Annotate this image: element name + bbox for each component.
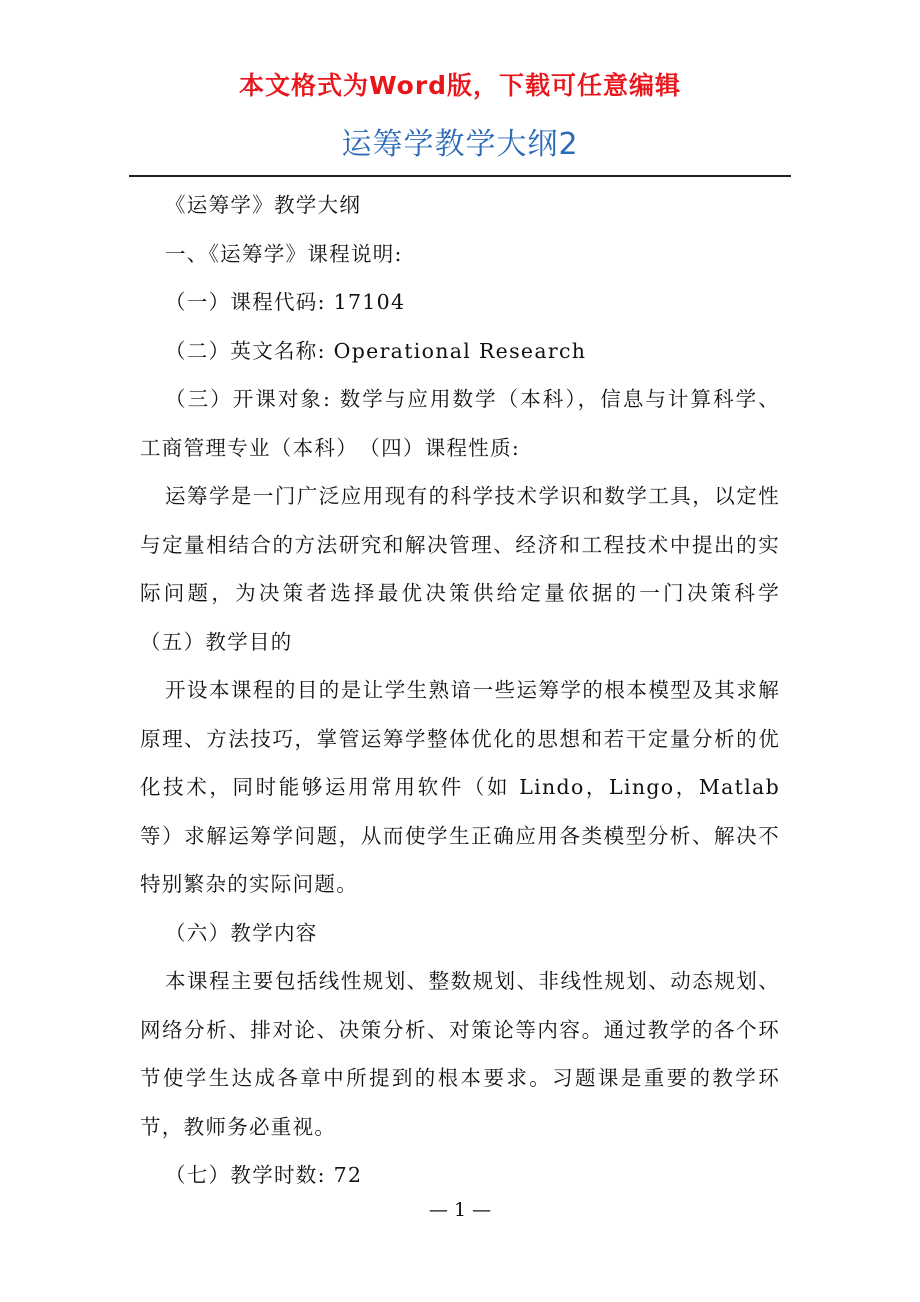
teaching-content-heading: （六）教学内容 <box>165 920 318 945</box>
document-title: 运筹学教学大纲2 <box>341 127 579 162</box>
format-notice-banner: 本文格式为Word版，下载可任意编辑 <box>238 71 682 100</box>
course-description-heading: 一、《运筹学》课程说明: <box>165 241 403 266</box>
page-number: — 1 — <box>428 1199 492 1221</box>
english-name: （二）英文名称: Operational Research <box>165 338 587 363</box>
course-purpose-paragraph: 开设本课程的目的是让学生熟谙一些运筹学的根本模型及其求解原理、方法技巧，掌管运筹学整体优化的思想和若干定量分析的优化技术，同时能够运用常用软件（如 Lindo，Lingo，Matlab 等）求解运筹学问题，从而使学生正确应用各类模型分析、解决不特别繁杂的实际问题。 <box>140 678 780 896</box>
teaching-hours: （七）教学时数: 72 <box>165 1163 363 1187</box>
course-nature-paragraph: 运筹学是一门广泛应用现有的科学技术学识和数学工具，以定性与定量相结合的方法研究和解决管理、经济和工程技术中提出的实际问题，为决策者选择最优决策供给定量依据的一门决策科学 （五）教学目的 <box>140 484 802 654</box>
target-audience: （三）开课对象: 数学与应用数学（本科），信息与计算科学、工商管理专业（本科） （四）课程性质: <box>140 387 780 460</box>
document-body <box>140 181 802 1200</box>
teaching-content-paragraph: 本课程主要包括线性规划、整数规划、非线性规划、动态规划、网络分析、排对论、决策分析、对策论等内容。通过教学的各个环节使学生达成各章中所提到的根本要求。习题课是重要的教学环节，教师务必重视。 <box>140 969 780 1139</box>
title-divider <box>129 175 791 177</box>
syllabus-heading: 《运筹学》教学大纲 <box>165 193 362 217</box>
course-code: （一）课程代码: 17104 <box>165 290 406 314</box>
